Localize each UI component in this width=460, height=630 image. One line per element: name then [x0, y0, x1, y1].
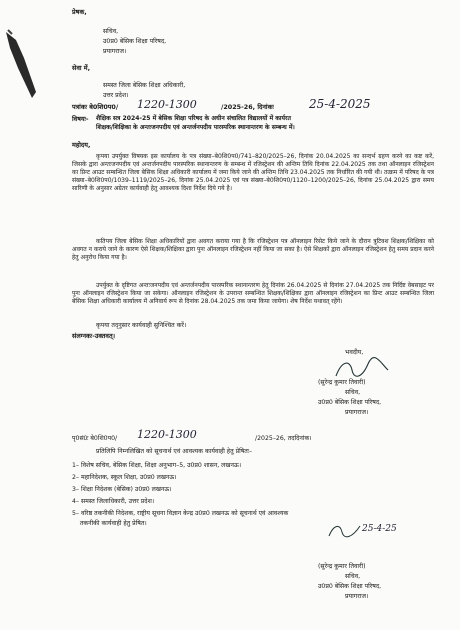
- initial-date-handwritten: 25-4-25: [362, 524, 397, 534]
- subject-line-2: शिक्षक/शिक्षिका के अन्तःजनपदीय एवं अन्तर्जनपदीय पारस्परिक स्थानान्तरण के सम्बन्ध में।: [96, 124, 295, 131]
- paragraph-4: कृपया तद्नुसार कार्यवाही सुनिश्चित करें।: [96, 322, 187, 329]
- paragraph-2: कतिपय जिला बेसिक शिक्षा अधिकारियों द्वारा अवगत कराया गया है कि रजिस्ट्रेशन पत्र ऑनलाइन रिसेट किये जाने के दौरान त्रुटिवश शिक्षक/शिक्षिका को अवगत न कराये जाने के कारण ऐसे शिक्षक/शिक्षिका द्वारा पुनः ऑनलाइन रजिस्ट्रेशन नहीं किया जा सका है। ऐसे शिक्षकों द्वारा ऑनलाइन रजिस्ट्रेशन हेतु समय प्रदान करने हेतु अनुरोध किया गया है।: [72, 238, 434, 261]
- list-item: 3– शिक्षा निदेशक (बेसिक) उ0प्र0 लखनऊ।: [72, 486, 172, 493]
- endorsement-ref-suffix: /2025–26, तददिनांक।: [255, 435, 312, 442]
- signatory-city: प्रयागराज।: [345, 409, 369, 416]
- subject-line-1: शैक्षिक सत्र 2024-25 में बेसिक शिक्षा परिषद के अधीन संचालित विद्यालयों में कार्यरत: [96, 115, 291, 122]
- salutation: महोदय,: [72, 141, 91, 149]
- signatory-city: प्रयागराज।: [345, 593, 369, 600]
- recipient-line-1: समस्त जिला बेसिक शिक्षा अधिकारी,: [103, 82, 186, 89]
- endorsement-intro: प्रतिलिपि निम्नलिखित को सूचनार्थ एवं आवश्यक कार्यवाही हेतु प्रेषितः–: [96, 448, 253, 455]
- signatory-name: (सुरेन्द्र कुमार तिवारी): [318, 379, 366, 386]
- list-item: 2– महानिदेशक, स्कूल शिक्षा, उ0प्र0 लखनऊ।: [72, 474, 177, 481]
- endorsement-ref-prefix: पृ0सं0ः बे0शि0प0/: [72, 435, 118, 442]
- closing: भवदीय,: [345, 349, 364, 356]
- initial-scribble-icon: [326, 520, 366, 540]
- list-item: 4– समस्त जिलाधिकारी, उत्तर प्रदेश।: [72, 498, 155, 505]
- binder-clip-icon: [2, 28, 42, 108]
- signatory-title: सचिव,: [345, 389, 361, 396]
- paragraph-1: कृपया उपर्युक्त विषयक इस कार्यालय के पत्र संख्या–बे0शि0प0/741–820/2025–26, दिनांक 20.04.2025 का सन्दर्भ ग्रहण करने का कष्ट करें, जिसके द्वारा अन्तःजनपदीय एवं अन्तर्जनपदीय पारस्परिक स्थानान्तरण के सम्बन्ध में रजिस्ट्रेशन की अन्तिम तिथि दिनांक 22.04.2025 तक तथा ऑनलाइन रजिस्ट्रेशन का प्रिन्ट आउट सम्बन्धित जिला बेसिक शिक्षा अधिकारी कार्यालय में जमा किये जाने की अन्तिम तिथि 23.04.2025 तक निर्धारित की गयी थी। तत्क्रम में परिषद के पत्र संख्या–बे0शि0प0/1039–1119/2025–26, दिनांक 25.04.2025 एवं पत्र संख्या–बे0शि0प0/1120–1200/2025–26, दिनांक 25.04.2025 द्वारा समय सारिणी के अनुसार अग्रेतर कार्यवाही हेतु आवश्यक दिशा निर्देश दिये गये है।: [72, 153, 434, 192]
- enclosure: संलग्नकः-उक्तवत्।: [72, 332, 116, 340]
- subject-label: विषयः-: [72, 115, 89, 123]
- signatory-org: उ0प्र0 बेसिक शिक्षा परिषद,: [318, 399, 382, 406]
- signatory-org: उ0प्र0 बेसिक शिक्षा परिषद,: [318, 583, 382, 590]
- list-item: तकनीकी कार्यवाही हेतु प्रेषित।: [72, 520, 147, 527]
- recipient-line-2: उत्तर प्रदेश।: [103, 92, 129, 99]
- sender-city: प्रयागराज।: [103, 48, 127, 55]
- date-handwritten: 25-4-2025: [309, 97, 371, 111]
- to-label: सेवा में,: [72, 64, 91, 72]
- list-item: 1– विशेष सचिव, बेसिक शिक्षा, शिक्षा अनुभाग–5, उ0प्र0 शासन, लखनऊ।: [72, 462, 242, 469]
- signatory-name: (सुरेन्द्र कुमार तिवारी): [318, 563, 366, 570]
- signatory-title: सचिव,: [345, 573, 361, 580]
- sender-org: उ0प्र0 बेसिक शिक्षा परिषद,: [103, 38, 167, 45]
- from-label: प्रेषक,: [72, 8, 87, 16]
- sender-title: सचिव,: [103, 28, 119, 35]
- paragraph-3: उपर्युक्त के दृष्टिगत अन्तःजनपदीय एवं अन्तर्जनपदीय पारस्परिक स्थानान्तरण हेतु दिनांक 26.04.2025 से दिनांक 27.04.2025 तक निर्दिष्ट वेबसाइट पर पुनः ऑनलाइन रजिस्ट्रेशन किया जा सकेगा। ऑनलाइन रजिस्ट्रेशन के उपरान्त सम्बन्धित शिक्षक/शिक्षिका द्वारा ऑनलाइन रजिस्ट्रेशन का प्रिन्ट आउट सम्बन्धित जिला बेसिक शिक्षा अधिकारी कार्यालय में अनिवार्य रूप से दिनांक 28.04.2025 तक जमा किया जायेगा। शेष निर्देश यथावत् रहेंगे।: [72, 282, 434, 305]
- endorsement-ref-number: 1220-1300: [137, 428, 197, 441]
- ref-number-handwritten: 1220-1300: [137, 98, 197, 111]
- list-item: 5– वरिष्ठ तकनीकी निदेशक, राष्ट्रीय सूचना विज्ञान केन्द्र उ0प्र0 लखनऊ को सूचनार्थ एवं आवश्यक: [72, 510, 289, 517]
- ref-suffix: /2025-26, दिनांकः: [221, 103, 274, 111]
- ref-prefix: पत्रांकः बे0शि0प0/: [72, 103, 119, 111]
